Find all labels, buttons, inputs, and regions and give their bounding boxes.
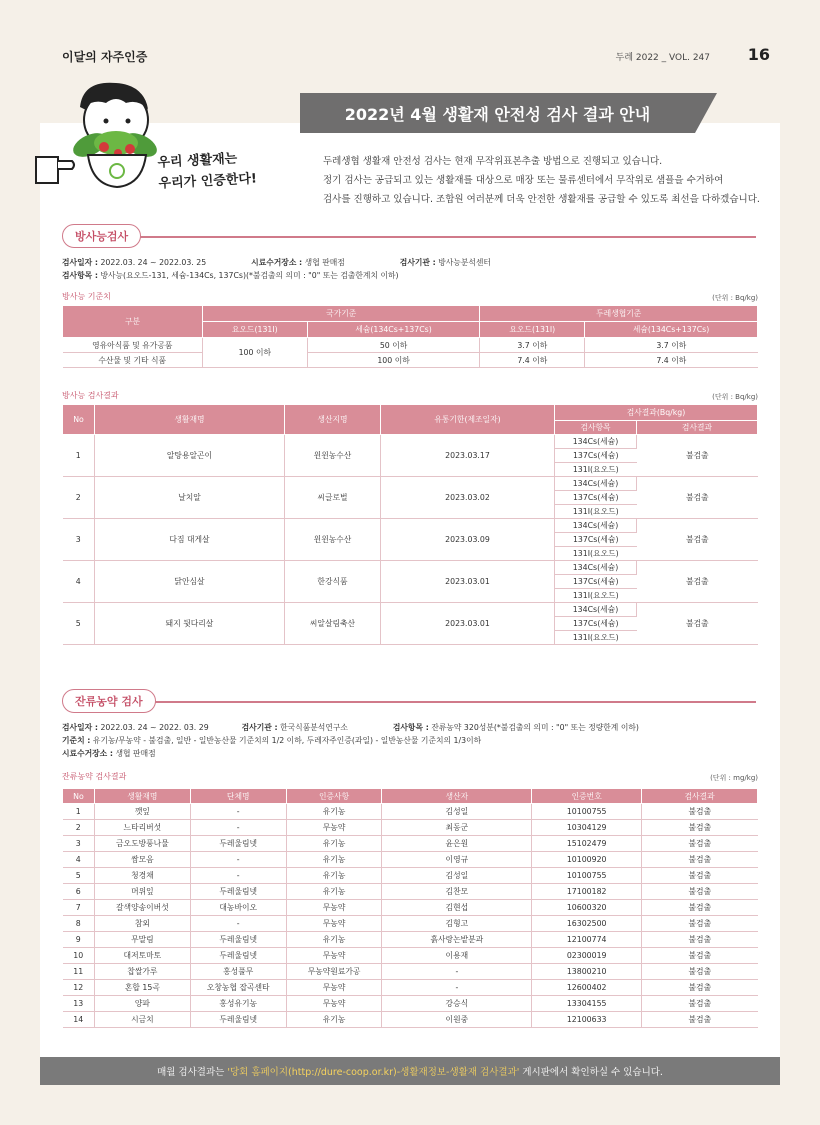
meta-value: 방사능(요오드-131, 세슘-134Cs, 137Cs)(*불검출의 의미 : "0" 또는 검출한계치 이하) bbox=[100, 271, 399, 280]
cell-item: 131I(요오드) bbox=[555, 631, 637, 645]
pesticide-meta bbox=[62, 721, 639, 760]
table-row bbox=[63, 980, 758, 996]
header-dure: 두레생협기준 bbox=[480, 306, 758, 322]
header-expiry: 유통기한(제조일자) bbox=[381, 405, 555, 435]
cell-result: 불검출 bbox=[637, 477, 758, 519]
cell: 12 bbox=[63, 980, 95, 996]
cell: 9 bbox=[63, 932, 95, 948]
page-title: 2022년 4월 생활재 안전성 검사 결과 안내 bbox=[300, 93, 695, 133]
footer-link-text: '당회 홈페이지(http://dure-coop.or.kr)-생활재정보-생활재 검사결과' bbox=[227, 1067, 520, 1078]
table-row bbox=[63, 852, 758, 868]
section-divider bbox=[150, 701, 756, 703]
radiation-results-subtitle: 방사능 검사결과 bbox=[62, 391, 119, 400]
footer-text: 매월 검사결과는 bbox=[157, 1067, 228, 1078]
table-row bbox=[63, 948, 758, 964]
cell-producer: 윈윈농수산 bbox=[285, 519, 381, 561]
cell: 최동군 bbox=[382, 820, 532, 836]
cell: 13800210 bbox=[532, 964, 642, 980]
cell: 두레울림넷 bbox=[190, 932, 286, 948]
cell: 김현섭 bbox=[382, 900, 532, 916]
pesticide-section-label: 잔류농약 검사 bbox=[62, 689, 156, 713]
cell-no: 1 bbox=[63, 435, 95, 477]
cell: 15102479 bbox=[532, 836, 642, 852]
cell-no: 3 bbox=[63, 519, 95, 561]
cell: 갈색양송이버섯 bbox=[94, 900, 190, 916]
cell-item: 131I(요오드) bbox=[555, 463, 637, 477]
cell-no: 2 bbox=[63, 477, 95, 519]
cell-result: 불검출 bbox=[637, 435, 758, 477]
cell-producer: 윈윈농수산 bbox=[285, 435, 381, 477]
cell: 불검출 bbox=[642, 804, 758, 820]
cell-item: 134Cs(세슘) bbox=[555, 519, 637, 533]
cell: 양파 bbox=[94, 996, 190, 1012]
cell: - bbox=[382, 980, 532, 996]
header-name: 생활재명 bbox=[95, 405, 285, 435]
cell: 유기농 bbox=[286, 932, 382, 948]
cell-result: 불검출 bbox=[637, 603, 758, 645]
header-producer: 생산지명 bbox=[285, 405, 381, 435]
cell-no: 4 bbox=[63, 561, 95, 603]
cell: 불검출 bbox=[642, 996, 758, 1012]
cell: 100 이하 bbox=[203, 338, 308, 368]
cell: 02300019 bbox=[532, 948, 642, 964]
cell: - bbox=[190, 804, 286, 820]
radiation-section-label: 방사능검사 bbox=[62, 224, 141, 248]
cell: 대농바이오 bbox=[190, 900, 286, 916]
unit-label: (단위 : mg/kg) bbox=[710, 774, 758, 782]
cell: 두레울림넷 bbox=[190, 836, 286, 852]
meta-value: 방사능분석센터 bbox=[438, 258, 491, 267]
cell-name: 다짐 대게살 bbox=[95, 519, 285, 561]
cell: - bbox=[382, 964, 532, 980]
cell: 12100633 bbox=[532, 1012, 642, 1028]
cell: 찹쌀가루 bbox=[94, 964, 190, 980]
cell: 10100755 bbox=[532, 804, 642, 820]
cell: 8 bbox=[63, 916, 95, 932]
meta-value: 한국식품분석연구소 bbox=[280, 723, 348, 732]
cell: 11 bbox=[63, 964, 95, 980]
cell-result: 불검출 bbox=[637, 519, 758, 561]
column-header: 생산자 bbox=[382, 789, 532, 804]
cell-item: 134Cs(세슘) bbox=[555, 435, 637, 449]
cell-item: 131I(요오드) bbox=[555, 589, 637, 603]
cell: 무농약 bbox=[286, 820, 382, 836]
meta-label: 검사항목 : bbox=[392, 723, 429, 732]
table-row bbox=[63, 435, 758, 449]
cell: 3 bbox=[63, 836, 95, 852]
table-row bbox=[63, 836, 758, 852]
table-row bbox=[63, 804, 758, 820]
radiation-standard-table bbox=[62, 305, 758, 368]
intro-line: 정기 검사는 공급되고 있는 생활재를 대상으로 매장 또는 물류센터에서 무작위로 샘플을 수거하여 bbox=[323, 175, 724, 186]
meta-label: 시료수거장소 : bbox=[251, 258, 303, 267]
cell: 느타리버섯 bbox=[94, 820, 190, 836]
footer-text: 게시판에서 확인하실 수 있습니다. bbox=[519, 1067, 663, 1078]
cell: 홍성풀무 bbox=[190, 964, 286, 980]
cell-item: 134Cs(세슘) bbox=[555, 561, 637, 575]
meta-label: 검사일자 : bbox=[62, 258, 98, 267]
cell: 수산물 및 기타 식품 bbox=[63, 353, 203, 368]
cell-name: 알탕용알곤이 bbox=[95, 435, 285, 477]
cell: 4 bbox=[63, 852, 95, 868]
cell-producer: 씨알살림축산 bbox=[285, 603, 381, 645]
cell: 유기농 bbox=[286, 868, 382, 884]
section-label: 이달의 자주인증 bbox=[62, 50, 148, 64]
meta-value: 2022.03. 24 ~ 2022.03. 25 bbox=[100, 258, 207, 267]
radiation-results-table bbox=[62, 404, 758, 645]
cell: 유기농 bbox=[286, 1012, 382, 1028]
cell-expiry: 2023.03.01 bbox=[381, 603, 555, 645]
header-iodine: 요오드(131I) bbox=[480, 322, 585, 338]
cell: 오창농협 잡곡센타 bbox=[190, 980, 286, 996]
cell: 17100182 bbox=[532, 884, 642, 900]
table-row bbox=[63, 477, 758, 491]
cell: 3.7 이하 bbox=[480, 338, 585, 353]
header-result-group: 검사결과(Bq/kg) bbox=[555, 405, 758, 421]
cell-expiry: 2023.03.09 bbox=[381, 519, 555, 561]
cell: 무말림 bbox=[94, 932, 190, 948]
cell: - bbox=[190, 852, 286, 868]
cell: 무농약 bbox=[286, 900, 382, 916]
cell: 10600320 bbox=[532, 900, 642, 916]
cell: 불검출 bbox=[642, 852, 758, 868]
cell: 불검출 bbox=[642, 980, 758, 996]
slogan-line-2: 우리가 인증한다! bbox=[158, 171, 258, 192]
cell: 무농약 bbox=[286, 980, 382, 996]
meta-value: 생협 판매점 bbox=[115, 749, 156, 758]
cell: 김성일 bbox=[382, 868, 532, 884]
cell-producer: 씨글로벌 bbox=[285, 477, 381, 519]
cell: 두레울림넷 bbox=[190, 1012, 286, 1028]
cell-item: 131I(요오드) bbox=[555, 547, 637, 561]
cell: 16302500 bbox=[532, 916, 642, 932]
cell: 유기농 bbox=[286, 852, 382, 868]
cell: 이원중 bbox=[382, 1012, 532, 1028]
table-row bbox=[63, 884, 758, 900]
cell: 유기농 bbox=[286, 804, 382, 820]
header-item: 검사항목 bbox=[555, 421, 637, 435]
cell-item: 137Cs(세슘) bbox=[555, 491, 637, 505]
cell: 12100774 bbox=[532, 932, 642, 948]
header-cesium: 세슘(134Cs+137Cs) bbox=[307, 322, 480, 338]
cell-expiry: 2023.03.01 bbox=[381, 561, 555, 603]
cell: 두레울림넷 bbox=[190, 948, 286, 964]
column-header: 생활재명 bbox=[94, 789, 190, 804]
cell: 김형고 bbox=[382, 916, 532, 932]
cell: 13304155 bbox=[532, 996, 642, 1012]
table-row bbox=[63, 964, 758, 980]
cell: 영유아식품 및 유가공품 bbox=[63, 338, 203, 353]
cell: 13 bbox=[63, 996, 95, 1012]
meta-label: 검사일자 : bbox=[62, 723, 98, 732]
cell-item: 137Cs(세슘) bbox=[555, 617, 637, 631]
cell: 유기농 bbox=[286, 836, 382, 852]
cell-no: 5 bbox=[63, 603, 95, 645]
meta-label: 기준치 : bbox=[62, 736, 91, 745]
meta-value: 2022.03. 24 ~ 2022. 03. 29 bbox=[100, 723, 209, 732]
cell: 유기농 bbox=[286, 884, 382, 900]
meta-value: 잔류농약 320성분(*불검출의 의미 : "0" 또는 정량한계 이하) bbox=[431, 723, 639, 732]
cell: - bbox=[190, 868, 286, 884]
cell: 불검출 bbox=[642, 884, 758, 900]
pesticide-results-table bbox=[62, 788, 758, 1028]
cell: 쌈모음 bbox=[94, 852, 190, 868]
cell: 불검출 bbox=[642, 916, 758, 932]
cell: 불검출 bbox=[642, 932, 758, 948]
cell-item: 137Cs(세슘) bbox=[555, 575, 637, 589]
cell: 3.7 이하 bbox=[585, 338, 758, 353]
cell-item: 137Cs(세슘) bbox=[555, 533, 637, 547]
table-row bbox=[63, 519, 758, 533]
meta-label: 검사항목 : bbox=[62, 271, 98, 280]
slogan bbox=[157, 147, 257, 194]
cell-item: 134Cs(세슘) bbox=[555, 477, 637, 491]
cell: 참외 bbox=[94, 916, 190, 932]
cell-name: 닭안심살 bbox=[95, 561, 285, 603]
table-row bbox=[63, 1012, 758, 1028]
cell-producer: 한강식품 bbox=[285, 561, 381, 603]
cell-item: 131I(요오드) bbox=[555, 505, 637, 519]
cell: 50 이하 bbox=[307, 338, 480, 353]
cell: 깻잎 bbox=[94, 804, 190, 820]
table-row bbox=[63, 996, 758, 1012]
table-row bbox=[63, 916, 758, 932]
table-row bbox=[63, 561, 758, 575]
cell: 14 bbox=[63, 1012, 95, 1028]
cell: 6 bbox=[63, 884, 95, 900]
cell: 무농약 bbox=[286, 916, 382, 932]
cell: 불검출 bbox=[642, 836, 758, 852]
radiation-standard-subtitle: 방사능 기준치 bbox=[62, 292, 111, 301]
table-row bbox=[63, 603, 758, 617]
cell-item: 134Cs(세슘) bbox=[555, 603, 637, 617]
cell: 이용재 bbox=[382, 948, 532, 964]
cell-result: 불검출 bbox=[637, 561, 758, 603]
column-header: 인증번호 bbox=[532, 789, 642, 804]
column-header: 단체명 bbox=[190, 789, 286, 804]
cell: 불검출 bbox=[642, 964, 758, 980]
cell: 불검출 bbox=[642, 1012, 758, 1028]
issue-info: 두레 2022 _ VOL. 247 bbox=[615, 53, 710, 63]
column-header: No bbox=[63, 789, 95, 804]
cell: 이영규 bbox=[382, 852, 532, 868]
section-divider bbox=[140, 236, 756, 238]
cell: 10304129 bbox=[532, 820, 642, 836]
header-category: 구분 bbox=[63, 306, 203, 338]
cell: 청경채 bbox=[94, 868, 190, 884]
cell: 두레울림넷 bbox=[190, 884, 286, 900]
unit-label: (단위 : Bq/kg) bbox=[712, 393, 758, 401]
cell: - bbox=[190, 820, 286, 836]
cell: 7.4 이하 bbox=[585, 353, 758, 368]
cell-name: 날치알 bbox=[95, 477, 285, 519]
cell: 김찬모 bbox=[382, 884, 532, 900]
cell: 10 bbox=[63, 948, 95, 964]
cell: 시금치 bbox=[94, 1012, 190, 1028]
cell: 7.4 이하 bbox=[480, 353, 585, 368]
meta-label: 검사기관 : bbox=[241, 723, 278, 732]
cell: 홍성유기농 bbox=[190, 996, 286, 1012]
mascot-illustration bbox=[28, 75, 178, 200]
cell: 불검출 bbox=[642, 868, 758, 884]
cell: 머위잎 bbox=[94, 884, 190, 900]
cell: - bbox=[190, 916, 286, 932]
cell: 무농약 bbox=[286, 996, 382, 1012]
cell: 대저토마토 bbox=[94, 948, 190, 964]
radiation-meta bbox=[62, 256, 491, 282]
unit-label: (단위 : Bq/kg) bbox=[712, 294, 758, 302]
cell: 100 이하 bbox=[307, 353, 480, 368]
cell: 흙사랑논밭분과 bbox=[382, 932, 532, 948]
title-tail-decoration bbox=[695, 93, 717, 133]
column-header: 검사결과 bbox=[642, 789, 758, 804]
slogan-line-1: 우리 생활재는 bbox=[157, 151, 238, 171]
table-row bbox=[63, 932, 758, 948]
table-row bbox=[63, 338, 758, 353]
cell: 1 bbox=[63, 804, 95, 820]
cell: 불검출 bbox=[642, 900, 758, 916]
cell: 무농약원료가공 bbox=[286, 964, 382, 980]
cell: 2 bbox=[63, 820, 95, 836]
cell: 10100920 bbox=[532, 852, 642, 868]
cell: 윤은원 bbox=[382, 836, 532, 852]
column-header: 인증사항 bbox=[286, 789, 382, 804]
cell-expiry: 2023.03.17 bbox=[381, 435, 555, 477]
cell: 김성일 bbox=[382, 804, 532, 820]
header-iodine: 요오드(131I) bbox=[203, 322, 308, 338]
meta-value: 생협 판매점 bbox=[304, 258, 345, 267]
page-number: 16 bbox=[747, 45, 770, 64]
header-cesium: 세슘(134Cs+137Cs) bbox=[585, 322, 758, 338]
header-result: 검사결과 bbox=[637, 421, 758, 435]
cell-name: 돼지 뒷다리살 bbox=[95, 603, 285, 645]
cell: 5 bbox=[63, 868, 95, 884]
intro-text bbox=[323, 152, 763, 209]
table-row bbox=[63, 820, 758, 836]
cell: 강승식 bbox=[382, 996, 532, 1012]
cell: 10100755 bbox=[532, 868, 642, 884]
table-row bbox=[63, 868, 758, 884]
cell: 7 bbox=[63, 900, 95, 916]
pesticide-results-subtitle: 잔류농약 검사결과 bbox=[62, 772, 127, 781]
cell: 무농약 bbox=[286, 948, 382, 964]
footer-banner bbox=[40, 1057, 780, 1085]
intro-line: 두레생협 생활재 안전성 검사는 현재 무작위표본추출 방법으로 진행되고 있습니다. bbox=[323, 156, 663, 167]
table-row bbox=[63, 900, 758, 916]
cell: 혼합 15곡 bbox=[94, 980, 190, 996]
intro-line: 검사를 진행하고 있습니다. 조합원 여러분께 더욱 안전한 생활재를 공급할 수 있도록 최선을 다하겠습니다. bbox=[323, 194, 760, 205]
header-national: 국가기준 bbox=[203, 306, 480, 322]
meta-label: 시료수거장소 : bbox=[62, 749, 114, 758]
cell-item: 137Cs(세슘) bbox=[555, 449, 637, 463]
cell: 불검출 bbox=[642, 820, 758, 836]
header-no: No bbox=[63, 405, 95, 435]
meta-value: 유기농/무농약 - 불검출, 일반 - 일반농산물 기준치의 1/2 이하, 두레자주인증(과일) - 일반농산물 기준치의 1/3이하 bbox=[92, 736, 482, 745]
cell: 불검출 bbox=[642, 948, 758, 964]
table-row bbox=[63, 353, 758, 368]
cell: 금오도방풍나물 bbox=[94, 836, 190, 852]
meta-label: 검사기관 : bbox=[399, 258, 436, 267]
cell: 12600402 bbox=[532, 980, 642, 996]
cell-expiry: 2023.03.02 bbox=[381, 477, 555, 519]
